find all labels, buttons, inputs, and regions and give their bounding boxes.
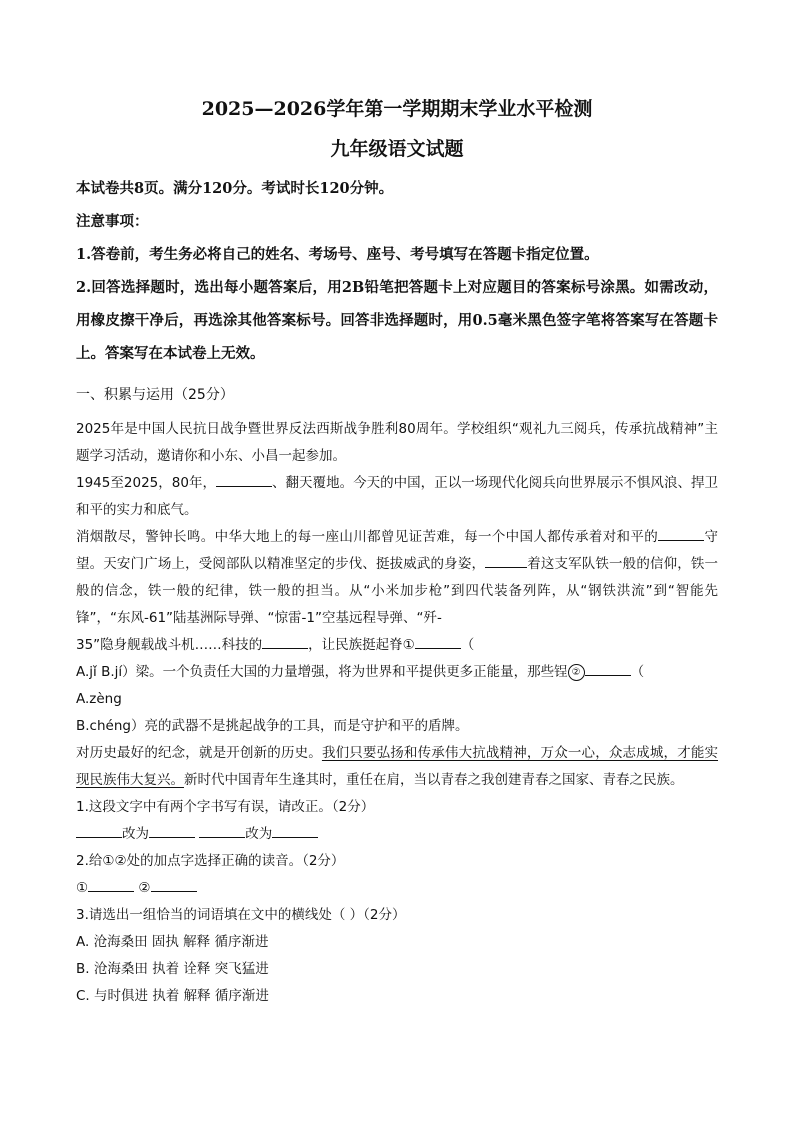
exam-subtitle: 九年级语文试题 (330, 138, 464, 160)
passage-text: （ (460, 637, 475, 653)
passage-text: 新时代中国青年生逢其时，重任在肩，当以青春之我创建青春之国家、青春之民族。 (184, 772, 684, 788)
option-line: A.zèng (76, 691, 122, 707)
passage-paragraph-3 (76, 524, 718, 632)
notice-heading: 注意事项： (76, 213, 149, 230)
notice-block (76, 172, 718, 370)
passage-text: 守望。天安门广场上，受阅部队以精准坚定的步伐、挺拔威武的身姿， (76, 529, 719, 572)
fill-blank (216, 472, 272, 487)
question-2: 2.给①②处的加点字选择正确的读音。（2分） (76, 853, 345, 869)
exam-title: 2025—2026学年第一学期期末学业水平检测 (201, 98, 593, 120)
passage-text: ，让民族挺起脊 (308, 637, 403, 653)
fill-blank (485, 553, 527, 568)
answer-blank (151, 877, 197, 892)
section-heading: 一、积累与运用（25分） (76, 387, 234, 403)
passage-paragraph-4 (76, 740, 718, 794)
passage-text: 消烟散尽，警钟长鸣。中华大地上的每一座山川都曾见证苦难，每一个中国人都传承着对和平的 (76, 529, 659, 545)
question-3-option-b: B. 沧海桑田 执着 诠释 突飞猛进 (76, 961, 269, 977)
answer-blank (199, 823, 245, 838)
question-2-answer-line (76, 875, 718, 902)
exam-info: 本试卷共8页。满分120分。考试时长120分钟。 (76, 180, 394, 197)
question-3-option-c: C. 与时俱进 执着 解释 循序渐进 (76, 988, 269, 1004)
passage-text: 35”隐身舰载战斗机……科技的 (76, 637, 263, 653)
underlined-sentence: 我们只要弘扬和传承伟大抗战精神，万众一心，众志成城，才能实现民族伟大复兴。 (76, 745, 719, 788)
answer-blank (88, 877, 134, 892)
question-3: 3.请选出一组恰当的词语填在文中的横线处（ ）（2分） (76, 907, 406, 923)
notice-item-1: 1.答卷前，考生务必将自己的姓名、考场号、座号、考号填写在答题卡指定位置。 (76, 246, 599, 263)
passage-text: 对历史最好的纪念，就是开创新的历史。 (76, 745, 322, 761)
question-1: 1.这段文字中有两个字书写有误，请改正。（2分） (76, 799, 375, 815)
marker-2: ② (568, 664, 585, 681)
passage-line (76, 659, 718, 686)
passage-text: （ (630, 664, 645, 680)
passage-paragraph-2 (76, 470, 718, 524)
passage-text: A.jǐ B.jí）梁。一个负责任大国的力量增强，将为世界和平提供更多正能量，那些锃 (76, 664, 568, 680)
passage-line: B.chéng）亮的武器不是挑起战争的工具，而是守护和平的盾牌。 (76, 718, 469, 734)
change-label: 改为 (122, 826, 149, 842)
passage-text: 1945至2025，80年， (76, 475, 216, 491)
answer-blank (76, 823, 122, 838)
notice-item-2: 2.回答选择题时，选出每小题答案后，用2B铅笔把答题卡上对应题目的答案标号涂黑。如需改动，用橡皮擦干净后，再选涂其他答案标号。回答非选择题时，用0.5毫米黑色签字笔将答案写在答题卡上。答案写在本试卷上无效。 (76, 279, 718, 362)
answer-blank (149, 823, 195, 838)
answer-blank (272, 823, 318, 838)
passage-text: 着这支军队铁一般的信仰，铁一般的信念，铁一般的纪律，铁一般的担当。从“小米加步枪”到四代装备列阵，从“钢铁洪流”到“智能先锋”，“东风-61”陆基洲际导弹、“惊雷-1”空基远程导弹、“歼- (76, 556, 719, 626)
fill-blank (658, 526, 704, 541)
fill-blank (415, 634, 461, 649)
passage-line (76, 632, 718, 659)
marker-1: ① (76, 880, 89, 896)
fill-blank (585, 661, 631, 676)
passage-text: 、翻天覆地。今天的中国，正以一场现代化阅兵向世界展示不惧风浪、捍卫和平的实力和底气。 (76, 475, 718, 518)
question-3-option-a: A. 沧海桑田 固执 解释 循序渐进 (76, 934, 269, 950)
fill-blank (262, 634, 308, 649)
marker-2: ② (138, 880, 151, 896)
passage-intro: 2025年是中国人民抗日战争暨世界反法西斯战争胜利80周年。学校组织“观礼九三阅兵，传承抗战精神”主题学习活动，邀请你和小东、小昌一起参加。 (76, 421, 718, 464)
question-1-answer-line (76, 821, 718, 848)
marker-1: ① (402, 637, 415, 653)
change-label: 改为 (245, 826, 273, 842)
